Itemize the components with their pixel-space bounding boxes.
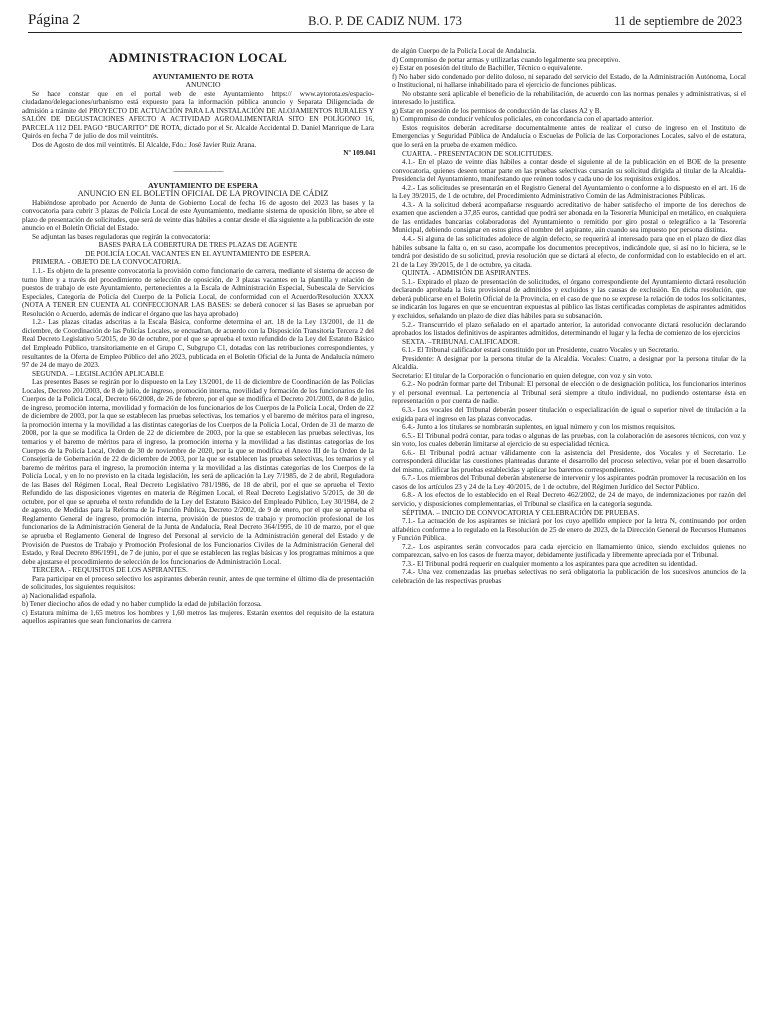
rota-ref-number: Nº 109.041: [343, 149, 376, 158]
paragraph: 5.2.- Transcurrido el plazo señalado en el apartado anterior, la autoridad convocante dictará resolución declarando aprobados los listados definitivos de aspirantes admitidos, determinando el lugar y la fecha de comienzo de los ejercicios: [392, 320, 746, 338]
paragraph: Para participar en el proceso selectivo los aspirantes deberán reunir, antes de que termine el último día de presentación de solicitudes, los siguientes requisitos:: [22, 574, 374, 592]
paragraph: 7.1.- La actuación de los aspirantes se iniciará por los cuyo apellido empiece por la letra N, continuando por orden alfabético conforme a lo regulado en la Resolución de 25 de enero de 2023, de la Dirección General de Recursos Humanos y Función Pública.: [392, 517, 746, 543]
paragraph: SEGUNDA. – LEGISLACIÓN APLICABLE: [32, 369, 164, 378]
espera-right-text: [392, 47, 746, 585]
paragraph: Secretario: El titular de la Corporación o funcionario en quien delegue, con voz y sin voto.: [392, 371, 653, 380]
paragraph: e) Estar en posesión del título de Bachiller, Técnico o equivalente.: [392, 64, 583, 73]
paragraph: 7.4.- Una vez comenzadas las pruebas selectivas no será obligatoria la publicación de los sucesivos anuncios de la celebración de las respectivas pruebas: [392, 568, 746, 585]
paragraph: 4.2.- Las solicitudes se presentarán en el Registro General del Ayuntamiento o conforme a lo dispuesto en el art. 16 de la Ley 39/2015, de 1 de octubre, del Procedimiento Administrativo Común de las Administraciones Públicas.: [392, 183, 746, 201]
paragraph: Presidente: A designar por la persona titular de la Alcaldía. Vocales: Cuatro, a designar por la persona titular de la Alcaldía.: [392, 354, 746, 372]
paragraph: CUARTA. - PRESENTACION DE SOLICITUDES.: [402, 149, 553, 158]
paragraph: SEXTA. –TRIBUNAL CALIFICADOR.: [402, 337, 520, 346]
publication-date: 11 de septiembre de 2023: [614, 14, 742, 28]
rota-heading: AYUNTAMIENTO DE ROTA: [152, 71, 254, 81]
paragraph: SÉPTIMA. – INICIO DE CONVOCATORIA Y CELEBRACIÓN DE PRUEBAS.: [402, 508, 640, 517]
page-number: Página 2: [28, 12, 81, 28]
paragraph: 6.8.- A los efectos de lo establecido en el Real Decreto 462/2002, de 24 de mayo, de indemnizaciones por razón del servicio, y disposiciones complementarias, el Tribunal se clasifica en la categoría segunda.: [392, 491, 746, 508]
paragraph: g) Estar en posesión de los permisos de conducción de las clases A2 y B.: [392, 106, 602, 115]
paragraph: 6.1.- El Tribunal calificador estará constituido por un Presidente, cuatro Vocales y un Secretario.: [402, 346, 679, 355]
paragraph: 4.4.- Si alguna de las solicitudes adolece de algún defecto, se requerirá al interesado para que en el plazo de diez días hábiles subsane la falta o, en su caso, acompañe los documentos preceptivos, indicándole que, si así no lo hiciera, se le tendrá por desistido de su solicitud, previa resolución que se dictará al efecto, de conformidad con lo establecido en el art. 21 de la Ley 39/2015, de 1 de octubre, ya citada.: [392, 235, 746, 269]
paragraph: b) Tener dieciocho años de edad y no haber cumplido la edad de jubilación forzosa.: [22, 600, 262, 609]
paragraph: QUINTA. - ADMISIÓN DE ASPIRANTES.: [402, 269, 531, 278]
left-column: [22, 44, 374, 626]
paragraph: 5.1.- Expirado el plazo de presentación de solicitudes, el órgano correspondiente del Ayuntamiento dictará resolución declarando aprobada la lista provisional de admitidos y excluidos y las causas de exclusión. En dicha resolución, que deberá publicarse en el Boletín Oficial de la Provincia, en el caso de que no se exprese la relación de todos los solicitantes, se indicarán los lugares en que se encuentran expuestas al público las listas certificadas completas de aspirantes admitidos y excluidos, señalando un plazo de diez días hábiles para su subsanación.: [392, 277, 746, 320]
page-header: [28, 12, 742, 32]
header-rule: [28, 32, 742, 33]
paragraph: d) Compromiso de portar armas y utilizarlas cuando legalmente sea preceptivo.: [392, 55, 621, 64]
right-column: [392, 47, 746, 585]
paragraph: 4.1.- En el plazo de veinte días hábiles a contar desde el siguiente al de la publicación en el BOE de la presente convocatoria, quienes deseen tomar parte en las pruebas selectivas cursarán su solicitud dirigida al titular de la Alcaldía-Presidencia del Ayuntamiento, manifestando que reúnen todos y cada uno de los requisitos exigidos.: [392, 158, 746, 184]
paragraph: 7.3.- El Tribunal podrá requerir en cualquier momento a los aspirantes para que acrediten su identidad.: [402, 559, 697, 568]
espera-left-text: [22, 199, 374, 626]
espera-heading: AYUNTAMIENTO DE ESPERA: [148, 180, 258, 190]
paragraph: Habiéndose aprobado por Acuerdo de Junta de Gobierno Local de fecha 16 de agosto del 2023 las bases y la convocatoria para cubrir 3 plazas de Policía Local de este Ayuntamiento, mediante sistema de oposición libre, se abre el plazo de presentación de solicitudes, que será de veinte días hábiles a contar desde el día siguiente a la publicación de este anuncio en el Boletín Oficial del Estado.: [22, 198, 374, 233]
paragraph: 6.2.- No podrán formar parte del Tribunal: El personal de elección o de designación política, los funcionarios interinos y el personal eventual. La pertenencia al Tribunal será siempre a título individual, no pudiendo ostentarse ésta en representación o por cuenta de nadie.: [392, 380, 746, 406]
section-title: ADMINISTRACION LOCAL: [108, 50, 288, 65]
paragraph: 6.5.- El Tribunal podrá contar, para todas o algunas de las pruebas, con la colaboración de asesores técnicos, con voz y sin voto, los cuales deberán limitarse al ejercicio de su especialidad técnica.: [392, 431, 746, 449]
bulletin-title: B.O. P. DE CADIZ NUM. 173: [308, 14, 462, 28]
paragraph: TERCERA. - REQUISITOS DE LOS ASPIRANTES.: [32, 566, 188, 575]
paragraph: de algún Cuerpo de la Policía Local de Andalucía.: [392, 47, 537, 55]
paragraph: 7.2.- Los aspirantes serán convocados para cada ejercicio en llamamiento único, siendo excluidos quienes no comparezcan, salvo en los casos de fuerza mayor, debidamente justificada y libremente apreciada por el Tribunal.: [392, 542, 746, 560]
paragraph: 6.3.- Los vocales del Tribunal deberán poseer titulación o especialización de igual o superior nivel de titulación a la exigida para el ingreso en las plazas convocadas.: [392, 405, 746, 423]
paragraph: Se adjuntan las bases reguladoras que regirán la convocatoria:: [32, 232, 211, 241]
paragraph: a) Nacionalidad española.: [22, 591, 97, 600]
paragraph: 6.6.- El Tribunal podrá actuar válidamente con la asistencia del Presidente, dos Vocales y el Secretario. Le corresponderá dilucidar las cuestiones planteadas durante el desarrollo del proceso selectivo, velar por el buen desarrollo del mismo, calificar las pruebas establecidas y aplicar los baremos correspondientes.: [392, 448, 746, 474]
paragraph: DE POLICÍA LOCAL VACANTES EN EL AYUNTAMIENTO DE ESPERA.: [85, 249, 311, 258]
separator: ___________________: [173, 165, 223, 174]
paragraph: 6.4.- Junto a los titulares se nombrarán suplentes, en igual número y con los mismos requisitos.: [402, 423, 676, 432]
rota-signature: Dos de Agosto de dos mil veintitrés. El Alcalde, Fdo.: José Javier Ruiz Arana.: [32, 140, 257, 149]
paragraph: 1.1.- Es objeto de la presente convocatoria la provisión como funcionario de carrera, mediante el sistema de acceso de turno libre y a través del procedimiento de selección de oposición, de 3 plazas vacantes en la plantilla y relación de puestos de trabajo de este Ayuntamiento, pertenecientes a la Escala de Administración Especial, Subescala de Servicios Especiales, Categoría de Policía del Cuerpo de la Policía Local, de conformidad con el Acuerdo/Resolución XXXX (NOTA A TENER EN CUENTA AL CONFECCIONAR LAS BASES: se deberá conocer si las Bases se aprueban por Resolución o Acuerdo, además de indicar el órgano que las haya aprobado): [22, 267, 374, 318]
paragraph: Las presentes Bases se regirán por lo dispuesto en la Ley 13/2001, de 11 de diciembre de Coordinación de las Policías Locales, Decreto 201/2003, de 8 de julio, de ingreso, promoción interna, movilidad y formación de los funcionarios de los Cuerpos de la Policía Local, Decreto 66/2008, de 26 de febrero, por el que se modifica el Decreto 201/2003, de 8 de julio, de ingreso, promoción interna, movilidad y formación de los funcionarios de los Cuerpos de la Policía Local, Orden de 22 de diciembre de 2003, por la que se establecen las pruebas selectivas, los temarios y el baremo de méritos para el ingreso, la promoción interna y la movilidad a las distintas categorías de los Cuerpos de la Policía Local, Orden de 31 de marzo de 2008, por la que se modifica la Orden de 22 de diciembre de 2003, por la que se establecen las pruebas selectivas, los temarios y el baremo de méritos para el ingreso, la promoción interna y la movilidad a las distintas categorías de los Cuerpos de la Policía Local, Orden de 30 de noviembre de 2020, por la que se modifica el Anexo III de la Orden de la Consejería de Gobernación de 22 de diciembre de 2003, por la que se establecen las pruebas selectivas, los temarios y el baremo de méritos para el ingreso, la promoción interna y la movilidad a las distintas categorías de los Cuerpos de la Policía Local, y en lo no previsto en la citada legislación, les será de aplicación la Ley 7/1985, de 2 de abril, Reguladora de las Bases del Régimen Local, Real Decreto Legislativo 781/1986, de 18 de abril, por el que se aprueba el Texto Refundido de las disposiciones vigentes en materia de Régimen Local, el Real Decreto Legislativo 5/2015, de 30 de octubre, por el que se aprueba el texto refundido de la Ley del Estatuto Básico del Empleado Público, Ley 30/1984, de 2 de agosto, de Medidas para la Reforma de la Función Pública, Decreto 2/2002, de 9 de enero, por el que se aprueba el Reglamento General de ingreso, promoción interna, provisión de puestos de trabajo y promoción profesional de los funcionarios de la Administración General de la Junta de Andalucía, Real Decreto 364/1995, de 10 de marzo, por el que se aprueba el Reglamento General de Ingreso del Personal al servicio de la Administración general del Estado y de Provisión de Puestos de Trabajo y Promoción Profesional de los Funcionarios Civiles de la Administración General del Estado, y Real Decreto 896/1991, de 7 de junio, por el que se establecen las reglas básicas y los programas mínimos a que debe ajustarse el procedimiento de selección de los funcionarios de Administración Local.: [22, 378, 374, 566]
paragraph: 6.7.- Los miembros del Tribunal deberán abstenerse de intervenir y los aspirantes podrán promover la recusación en los casos de los artículos 23 y 24 de la Ley 40/2015, de 1 de octubre, del Régimen Jurídico del Sector Público.: [392, 474, 746, 491]
espera-subtitle: ANUNCIO EN EL BOLETÍN OFICIAL DE LA PROVINCIA DE CÁDIZ: [77, 189, 329, 199]
paragraph: c) Estatura mínima de 1,65 metros los hombres y 1,60 metros las mujeres. Estarán exentos del requisito de la estatura aquellos aspirantes que sean funcionarios de carrera: [22, 608, 374, 626]
paragraph: PRIMERA. - OBJETO DE LA CONVOCATORIA.: [32, 258, 181, 267]
paragraph: No obstante será aplicable el beneficio de la rehabilitación, de acuerdo con las normas penales y administrativas, si el interesado lo justifica.: [392, 89, 746, 107]
rota-anuncio-label: ANUNCIO: [185, 80, 221, 90]
paragraph: h) Compromiso de conducir vehículos policiales, en concordancia con el apartado anterior.: [392, 115, 654, 124]
paragraph: 1.2.- Las plazas citadas adscritas a la Escala Básica, conforme determina el art. 18 de la Ley 13/2001, de 11 de diciembre, de Coordinación de las Policías Locales, se encuadran, de acuerdo con la Disposición Transitoria Tercera 2 del Real Decreto Legislativo 5/2015, de 30 de octubre, por el que se aprueba el texto refundido de la Ley del Estatuto Básico del Empleado Público, transitoriamente en el Grupo C, Subgrupo C1, dotadas con las retribuciones correspondientes, y resultantes de la Oferta de Empleo Público del año 2023, publicada en el Boletín Oficial de la Junta de Andalucía número 97 de 24 de mayo de 2023.: [22, 318, 374, 370]
paragraph: f) No haber sido condenado por delito doloso, ni separado del servicio del Estado, de la Administración Autónoma, Local o Institucional, ni hallarse inhabilitado para el ejercicio de funciones públicas.: [392, 72, 746, 90]
paragraph: BASES PARA LA COBERTURA DE TRES PLAZAS DE AGENTE: [98, 241, 298, 250]
paragraph: Estos requisitos deberán acreditarse documentalmente antes de realizar el curso de ingreso en el Instituto de Emergencias y Seguridad Pública de Andalucía o Escuelas de Policía de las Corporaciones Locales, salvo el de estatura, que lo será en la prueba de examen médico.: [392, 123, 746, 150]
rota-paragraph: Se hace constar que en el portal web de este Ayuntamiento https:// www.aytorota.es/espacio-ciudadano/delegaciones/urbanismo está expuesto para la información pública anuncio y Separata Diligenciada de admisión a trámite del PROYECTO DE ACTUACIÓN PARA LA INSTALACIÓN DE ALOJAMIENTOS RURALES Y SALÓN DE DEGUSTACIONES AFECTO A ACTIVIDAD AGROALIMENTARIA SITO EN POLÍGONO 16, PARCELA 112 DEL PAGO “BUCARITO” DE ROTA, dictado por el Sr. Alcalde Accidental D. Daniel Manrique de Lara Quirós en fecha 7 de julio de dos mil veintitrés.: [22, 89, 374, 141]
paragraph: 4.3.- A la solicitud deberá acompañarse resguardo acreditativo de haber satisfecho el importe de los derechos de examen que ascienden a 37,85 euros, cantidad que podrá ser abonada en la Tesorería Municipal en metálico, en cualquiera de las entidades bancarias colaboradoras del Ayuntamiento o remitido por giro postal o telegráfico a la Tesorería Municipal, debiendo consignar en estos giros el nombre del aspirante, aún cuando sea impuesto por persona distinta.: [392, 200, 746, 235]
